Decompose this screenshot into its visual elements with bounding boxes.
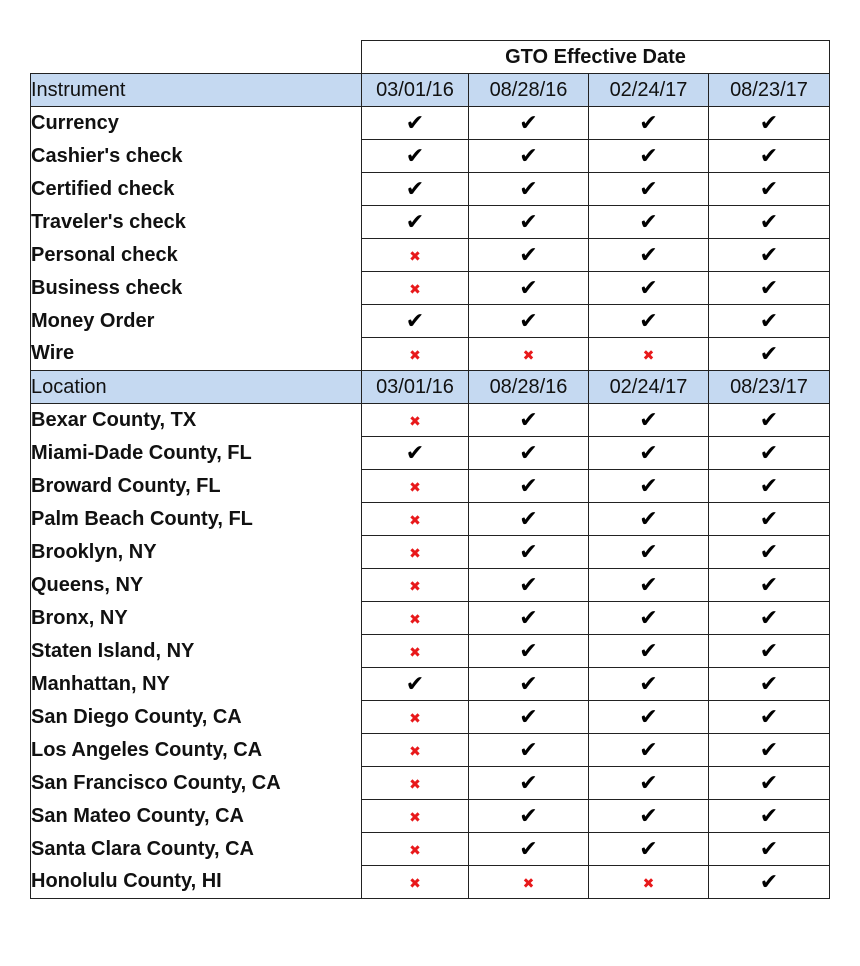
status-cell xyxy=(709,833,830,866)
row-label: Wire xyxy=(31,338,362,371)
status-cell xyxy=(469,206,589,239)
check-mark-icon: ✔ xyxy=(759,308,779,334)
row-label: Personal check xyxy=(31,239,362,272)
status-cell xyxy=(469,503,589,536)
cross-mark-icon: ✖ xyxy=(522,875,535,892)
check-mark-icon: ✔ xyxy=(639,638,658,664)
table-row xyxy=(31,437,830,470)
cross-mark-icon: ✖ xyxy=(409,776,421,793)
check-mark-icon: ✔ xyxy=(759,671,779,697)
row-label: Cashier's check xyxy=(31,140,362,173)
status-cell xyxy=(469,602,589,635)
status-cell xyxy=(469,833,589,866)
status-cell xyxy=(589,107,709,140)
section-label: Instrument xyxy=(31,74,362,107)
row-label: Bronx, NY xyxy=(31,602,362,635)
cross-mark-icon: ✖ xyxy=(642,875,655,892)
check-mark-icon: ✔ xyxy=(639,770,658,796)
status-cell xyxy=(589,668,709,701)
check-mark-icon: ✔ xyxy=(759,572,779,598)
row-label: Honolulu County, HI xyxy=(31,866,362,899)
table-row xyxy=(31,668,830,701)
check-mark-icon: ✔ xyxy=(759,539,779,565)
status-cell xyxy=(589,272,709,305)
cross-mark-icon: ✖ xyxy=(409,743,421,760)
cross-mark-icon: ✖ xyxy=(409,512,421,529)
status-cell xyxy=(589,305,709,338)
check-mark-icon: ✔ xyxy=(759,176,779,202)
table-row xyxy=(31,140,830,173)
check-mark-icon: ✔ xyxy=(519,242,538,268)
row-label: Queens, NY xyxy=(31,569,362,602)
status-cell xyxy=(469,107,589,140)
table-row xyxy=(31,767,830,800)
status-cell xyxy=(709,668,830,701)
row-label: San Diego County, CA xyxy=(31,701,362,734)
row-label: Brooklyn, NY xyxy=(31,536,362,569)
table-row xyxy=(31,206,830,239)
status-cell xyxy=(469,140,589,173)
check-mark-icon: ✔ xyxy=(519,605,538,631)
check-mark-icon: ✔ xyxy=(519,671,538,697)
check-mark-icon: ✔ xyxy=(759,605,779,631)
table-row xyxy=(31,569,830,602)
status-cell xyxy=(589,536,709,569)
row-label: Los Angeles County, CA xyxy=(31,734,362,767)
cross-mark-icon: ✖ xyxy=(409,347,421,364)
status-cell xyxy=(709,173,830,206)
check-mark-icon: ✔ xyxy=(639,110,658,136)
status-cell xyxy=(709,602,830,635)
check-mark-icon: ✔ xyxy=(759,407,779,433)
status-cell xyxy=(362,569,469,602)
status-cell xyxy=(589,140,709,173)
check-mark-icon: ✔ xyxy=(759,242,779,268)
status-cell xyxy=(589,833,709,866)
cross-mark-icon: ✖ xyxy=(409,710,421,727)
status-cell xyxy=(589,569,709,602)
status-cell xyxy=(362,536,469,569)
status-cell xyxy=(362,272,469,305)
check-mark-icon: ✔ xyxy=(639,143,658,169)
table-row xyxy=(31,404,830,437)
check-mark-icon: ✔ xyxy=(519,803,538,829)
title-spacer xyxy=(31,41,362,74)
status-cell xyxy=(362,239,469,272)
status-cell xyxy=(589,503,709,536)
status-cell xyxy=(362,173,469,206)
status-cell xyxy=(469,404,589,437)
status-cell xyxy=(469,536,589,569)
status-cell xyxy=(469,767,589,800)
status-cell xyxy=(709,701,830,734)
check-mark-icon: ✔ xyxy=(519,539,538,565)
status-cell xyxy=(469,635,589,668)
status-cell xyxy=(469,437,589,470)
table-row xyxy=(31,338,830,371)
status-cell xyxy=(589,239,709,272)
cross-mark-icon: ✖ xyxy=(409,644,421,661)
check-mark-icon: ✔ xyxy=(759,110,779,136)
table-row xyxy=(31,272,830,305)
status-cell xyxy=(469,272,589,305)
cross-mark-icon: ✖ xyxy=(409,281,421,298)
check-mark-icon: ✔ xyxy=(519,572,538,598)
check-mark-icon: ✔ xyxy=(639,671,658,697)
gto-effective-date-table xyxy=(30,40,830,899)
check-mark-icon: ✔ xyxy=(639,242,658,268)
table-row xyxy=(31,635,830,668)
date-header: 08/28/16 xyxy=(469,74,589,107)
table-row xyxy=(31,800,830,833)
check-mark-icon: ✔ xyxy=(759,506,779,532)
status-cell xyxy=(589,404,709,437)
date-header: 08/23/17 xyxy=(709,371,830,404)
check-mark-icon: ✔ xyxy=(759,803,779,829)
status-cell xyxy=(469,800,589,833)
status-cell xyxy=(362,470,469,503)
status-cell xyxy=(589,173,709,206)
status-cell xyxy=(589,206,709,239)
check-mark-icon: ✔ xyxy=(639,539,658,565)
status-cell xyxy=(469,569,589,602)
cross-mark-icon: ✖ xyxy=(409,809,421,826)
status-cell xyxy=(709,140,830,173)
status-cell xyxy=(469,734,589,767)
check-mark-icon: ✔ xyxy=(639,176,658,202)
check-mark-icon: ✔ xyxy=(405,308,425,334)
row-label: Palm Beach County, FL xyxy=(31,503,362,536)
status-cell xyxy=(709,404,830,437)
check-mark-icon: ✔ xyxy=(405,671,425,697)
check-mark-icon: ✔ xyxy=(759,143,779,169)
date-header: 02/24/17 xyxy=(589,371,709,404)
status-cell xyxy=(709,437,830,470)
check-mark-icon: ✔ xyxy=(519,407,538,433)
check-mark-icon: ✔ xyxy=(759,869,779,895)
date-header: 03/01/16 xyxy=(362,74,469,107)
cross-mark-icon: ✖ xyxy=(409,578,421,595)
check-mark-icon: ✔ xyxy=(405,143,425,169)
status-cell xyxy=(469,668,589,701)
status-cell xyxy=(362,107,469,140)
status-cell xyxy=(589,635,709,668)
status-cell xyxy=(709,635,830,668)
table-row xyxy=(31,470,830,503)
check-mark-icon: ✔ xyxy=(639,737,658,763)
row-label: Miami-Dade County, FL xyxy=(31,437,362,470)
status-cell xyxy=(709,107,830,140)
check-mark-icon: ✔ xyxy=(519,110,538,136)
check-mark-icon: ✔ xyxy=(639,473,658,499)
row-label: Bexar County, TX xyxy=(31,404,362,437)
check-mark-icon: ✔ xyxy=(519,770,538,796)
status-cell xyxy=(709,305,830,338)
status-cell xyxy=(709,239,830,272)
row-label: Certified check xyxy=(31,173,362,206)
cross-mark-icon: ✖ xyxy=(409,545,421,562)
status-cell xyxy=(709,206,830,239)
table-row xyxy=(31,107,830,140)
date-header: 03/01/16 xyxy=(362,371,469,404)
check-mark-icon: ✔ xyxy=(519,143,538,169)
status-cell xyxy=(362,866,469,899)
row-label: San Francisco County, CA xyxy=(31,767,362,800)
check-mark-icon: ✔ xyxy=(405,209,425,235)
cross-mark-icon: ✖ xyxy=(522,347,535,364)
table-row xyxy=(31,173,830,206)
check-mark-icon: ✔ xyxy=(405,176,425,202)
row-label: Manhattan, NY xyxy=(31,668,362,701)
status-cell xyxy=(362,602,469,635)
check-mark-icon: ✔ xyxy=(639,440,658,466)
status-cell xyxy=(469,173,589,206)
row-label: Santa Clara County, CA xyxy=(31,833,362,866)
check-mark-icon: ✔ xyxy=(639,836,658,862)
table-row xyxy=(31,536,830,569)
check-mark-icon: ✔ xyxy=(405,110,425,136)
status-cell xyxy=(362,635,469,668)
check-mark-icon: ✔ xyxy=(639,506,658,532)
status-cell xyxy=(589,338,709,371)
status-cell xyxy=(589,701,709,734)
check-mark-icon: ✔ xyxy=(759,770,779,796)
section-label: Location xyxy=(31,371,362,404)
check-mark-icon: ✔ xyxy=(639,275,658,301)
check-mark-icon: ✔ xyxy=(519,473,538,499)
cross-mark-icon: ✖ xyxy=(409,413,421,430)
row-label: Money Order xyxy=(31,305,362,338)
status-cell xyxy=(362,140,469,173)
status-cell xyxy=(362,701,469,734)
status-cell xyxy=(709,536,830,569)
check-mark-icon: ✔ xyxy=(759,704,779,730)
status-cell xyxy=(709,767,830,800)
status-cell xyxy=(589,470,709,503)
table-row xyxy=(31,239,830,272)
status-cell xyxy=(362,338,469,371)
date-header: 08/23/17 xyxy=(709,74,830,107)
row-label: Traveler's check xyxy=(31,206,362,239)
table-row xyxy=(31,701,830,734)
section-header-instrument xyxy=(31,74,830,107)
cross-mark-icon: ✖ xyxy=(409,248,421,265)
check-mark-icon: ✔ xyxy=(519,704,538,730)
check-mark-icon: ✔ xyxy=(639,803,658,829)
check-mark-icon: ✔ xyxy=(639,308,658,334)
status-cell xyxy=(589,602,709,635)
check-mark-icon: ✔ xyxy=(759,440,779,466)
status-cell xyxy=(709,866,830,899)
check-mark-icon: ✔ xyxy=(519,308,538,334)
check-mark-icon: ✔ xyxy=(759,209,779,235)
cross-mark-icon: ✖ xyxy=(409,479,421,496)
date-header: 02/24/17 xyxy=(589,74,709,107)
status-cell xyxy=(362,833,469,866)
table-row xyxy=(31,305,830,338)
status-cell xyxy=(589,437,709,470)
status-cell xyxy=(469,239,589,272)
status-cell xyxy=(362,503,469,536)
status-cell xyxy=(469,470,589,503)
check-mark-icon: ✔ xyxy=(519,176,538,202)
table-row xyxy=(31,503,830,536)
status-cell xyxy=(469,338,589,371)
check-mark-icon: ✔ xyxy=(519,836,538,862)
table-title: GTO Effective Date xyxy=(362,41,830,74)
status-cell xyxy=(709,272,830,305)
check-mark-icon: ✔ xyxy=(759,473,779,499)
status-cell xyxy=(709,800,830,833)
status-cell xyxy=(709,338,830,371)
status-cell xyxy=(589,866,709,899)
table-row xyxy=(31,833,830,866)
cross-mark-icon: ✖ xyxy=(409,611,421,628)
check-mark-icon: ✔ xyxy=(519,506,538,532)
check-mark-icon: ✔ xyxy=(759,341,779,367)
table-row xyxy=(31,602,830,635)
check-mark-icon: ✔ xyxy=(519,209,538,235)
row-label: Broward County, FL xyxy=(31,470,362,503)
check-mark-icon: ✔ xyxy=(759,638,779,664)
row-label: Staten Island, NY xyxy=(31,635,362,668)
check-mark-icon: ✔ xyxy=(519,737,538,763)
status-cell xyxy=(362,206,469,239)
status-cell xyxy=(362,800,469,833)
check-mark-icon: ✔ xyxy=(405,440,425,466)
status-cell xyxy=(709,734,830,767)
check-mark-icon: ✔ xyxy=(519,440,538,466)
status-cell xyxy=(469,866,589,899)
title-row xyxy=(31,41,830,74)
check-mark-icon: ✔ xyxy=(639,704,658,730)
check-mark-icon: ✔ xyxy=(519,275,538,301)
row-label: San Mateo County, CA xyxy=(31,800,362,833)
status-cell xyxy=(589,767,709,800)
row-label: Business check xyxy=(31,272,362,305)
status-cell xyxy=(469,701,589,734)
status-cell xyxy=(362,734,469,767)
status-cell xyxy=(589,734,709,767)
date-header: 08/28/16 xyxy=(469,371,589,404)
cross-mark-icon: ✖ xyxy=(642,347,655,364)
table-row xyxy=(31,734,830,767)
check-mark-icon: ✔ xyxy=(519,638,538,664)
status-cell xyxy=(469,305,589,338)
check-mark-icon: ✔ xyxy=(759,737,779,763)
status-cell xyxy=(709,569,830,602)
check-mark-icon: ✔ xyxy=(639,407,658,433)
section-header-location xyxy=(31,371,830,404)
cross-mark-icon: ✖ xyxy=(409,875,421,892)
check-mark-icon: ✔ xyxy=(639,605,658,631)
check-mark-icon: ✔ xyxy=(639,209,658,235)
check-mark-icon: ✔ xyxy=(639,572,658,598)
check-mark-icon: ✔ xyxy=(759,836,779,862)
check-mark-icon: ✔ xyxy=(759,275,779,301)
status-cell xyxy=(362,305,469,338)
table-row xyxy=(31,866,830,899)
status-cell xyxy=(362,767,469,800)
status-cell xyxy=(709,503,830,536)
status-cell xyxy=(362,668,469,701)
row-label: Currency xyxy=(31,107,362,140)
cross-mark-icon: ✖ xyxy=(409,842,421,859)
status-cell xyxy=(589,800,709,833)
status-cell xyxy=(362,437,469,470)
status-cell xyxy=(709,470,830,503)
status-cell xyxy=(362,404,469,437)
